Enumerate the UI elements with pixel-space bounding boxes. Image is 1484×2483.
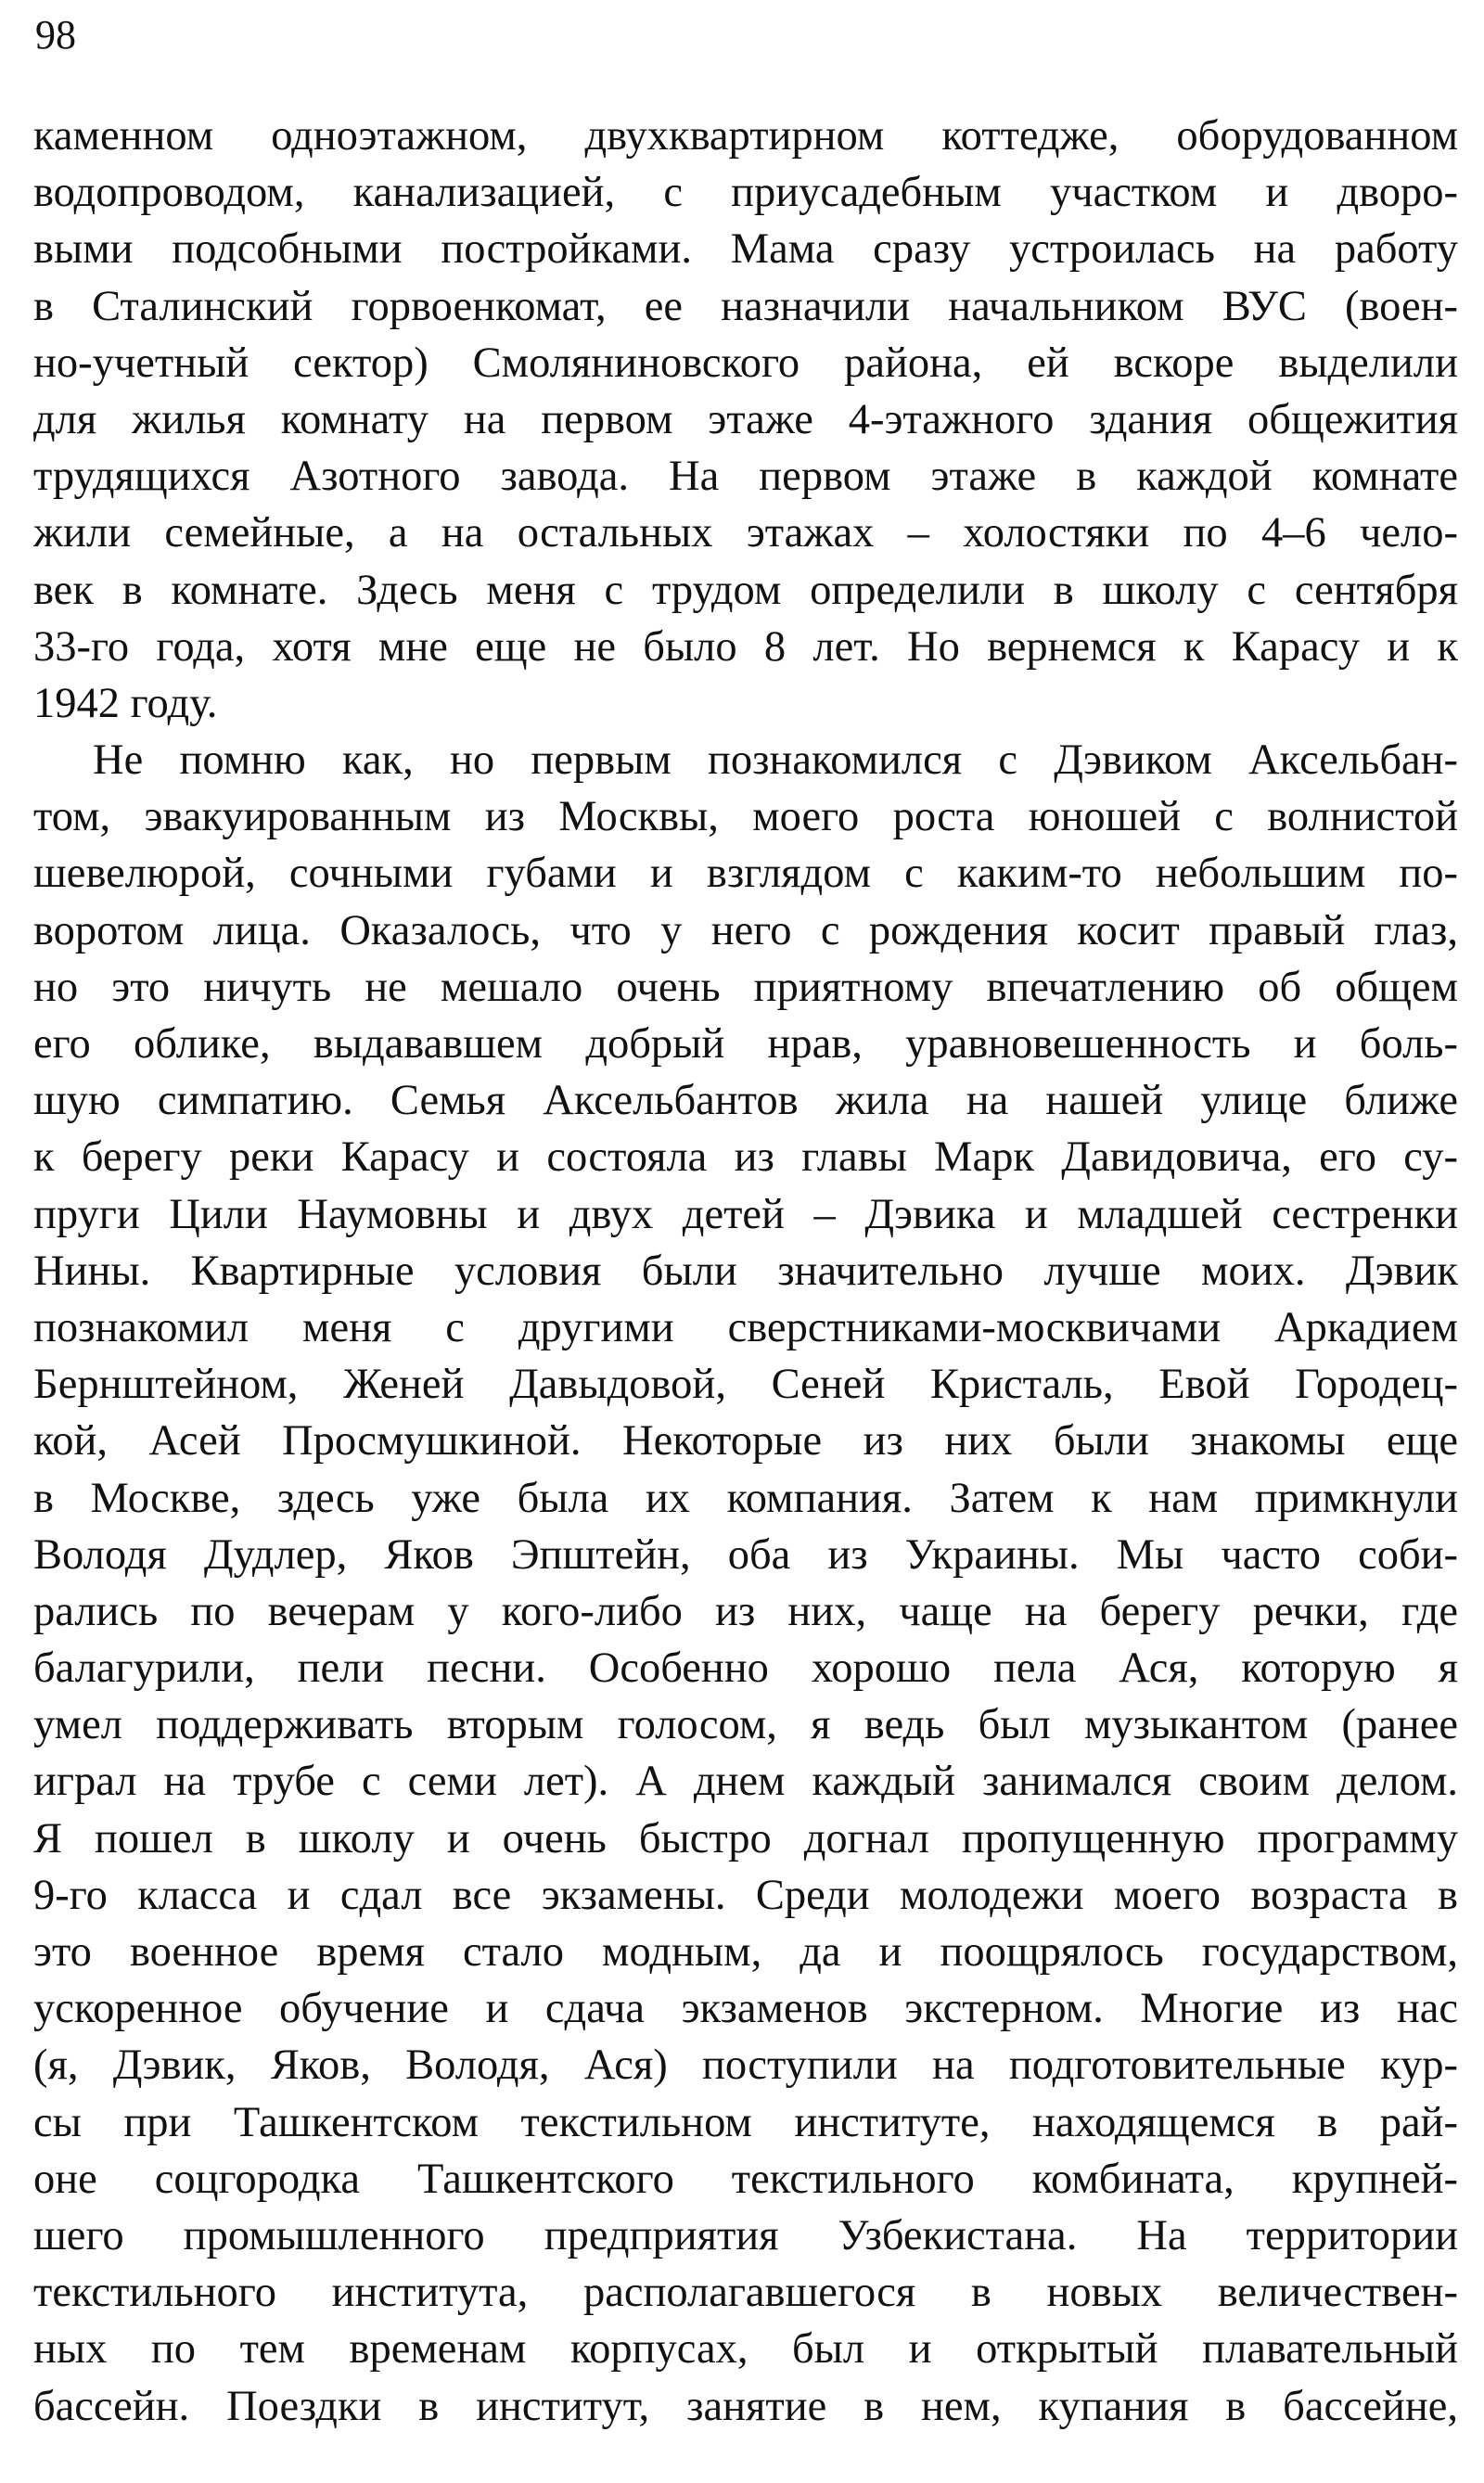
text-line: играл на трубе с семи лет). А днем каждый занимался своим делом. <box>33 1758 1458 1806</box>
text-line: (я, Дэвик, Яков, Володя, Ася) поступили на подготовительные кур- <box>33 2041 1458 2090</box>
text-line: Нины. Квартирные условия были значительно лучше моих. Дэвик <box>33 1247 1458 1295</box>
paragraph-1 <box>33 108 1458 732</box>
text-line: шую симпатию. Семья Аксельбантов жила на нашей улице ближе <box>33 1077 1458 1125</box>
text-line: оне соцгородка Ташкентского текстильного комбината, крупней- <box>33 2155 1458 2203</box>
text-line: шевелюрой, сочными губами и взглядом с каким-то небольшим по- <box>33 850 1458 898</box>
text-line: бассейн. Поездки в институт, занятие в нем, купания в бассейне, <box>33 2382 1458 2430</box>
text-line: в Москве, здесь уже была их компания. Затем к нам примкнули <box>33 1474 1458 1522</box>
paragraph-2 <box>33 732 1458 2435</box>
text-line: Бернштейном, Женей Давыдовой, Сеней Кристаль, Евой Городец- <box>33 1361 1458 1409</box>
text-line: Володя Дудлер, Яков Эпштейн, оба из Украины. Мы часто соби- <box>33 1530 1458 1579</box>
body-text <box>33 108 1458 2435</box>
text-line: ускоренное обучение и сдача экзаменов экстерном. Многие из нас <box>33 1985 1458 2033</box>
text-line: Я пошел в школу и очень быстро догнал пропущенную программу <box>33 1814 1458 1862</box>
text-line: пруги Цили Наумовны и двух детей – Дэвика и младшей сестренки <box>33 1190 1458 1238</box>
text-line: век в комнате. Здесь меня с трудом определили в школу с сентября <box>33 566 1458 614</box>
text-line: 33-го года, хотя мне еще не было 8 лет. Но вернемся к Карасу и к <box>33 622 1458 671</box>
text-line: 9-го класса и сдал все экзамены. Среди молодежи моего возраста в <box>33 1871 1458 1919</box>
text-line: том, эвакуированным из Москвы, моего роста юношей с волнистой <box>33 793 1458 841</box>
text-line: его облике, выдававшем добрый нрав, уравновешенность и боль- <box>33 1020 1458 1068</box>
text-line: балагурили, пели песни. Особенно хорошо пела Ася, которую я <box>33 1645 1458 1693</box>
text-line: познакомил меня с другими сверстниками-москвичами Аркадием <box>33 1303 1458 1351</box>
text-line: к берегу реки Карасу и состояла из главы Марк Давидовича, его су- <box>33 1133 1458 1182</box>
text-line: жили семейные, а на остальных этажах – холостяки по 4–6 чело- <box>33 509 1458 557</box>
text-line: рались по вечерам у кого-либо из них, чаще на берегу речки, где <box>33 1587 1458 1635</box>
text-line: шего промышленного предприятия Узбекистана. На территории <box>33 2211 1458 2259</box>
text-line: воротом лица. Оказалось, что у него с рождения косит правый глаз, <box>33 906 1458 954</box>
text-line: Не помню как, но первым познакомился с Дэвиком Аксельбан- <box>93 736 1458 785</box>
text-line: выми подсобными постройками. Мама сразу устроилась на работу <box>33 225 1458 274</box>
text-line: каменном одноэтажном, двухквартирном коттедже, оборудованном <box>33 112 1458 160</box>
text-line: умел поддерживать вторым голосом, я ведь был музыкантом (ранее <box>33 1701 1458 1749</box>
page-number: 98 <box>35 12 76 58</box>
text-line: но это ничуть не мешало очень приятному впечатлению об общем <box>33 963 1458 1011</box>
text-line: ных по тем временам корпусах, был и открытый плавательный <box>33 2325 1458 2374</box>
text-line: это военное время стало модным, да и поощрялось государством, <box>33 1928 1458 1976</box>
text-line: для жилья комнату на первом этаже 4-этажного здания общежития <box>33 395 1458 443</box>
text-line: водопроводом, канализацией, с приусадебным участком и дворо- <box>33 169 1458 217</box>
text-line: в Сталинский горвоенкомат, ее назначили начальником ВУС (воен- <box>33 282 1458 330</box>
text-line: сы при Ташкентском текстильном институте, находящемся в рай- <box>33 2098 1458 2146</box>
text-line: трудящихся Азотного завода. На первом этаже в каждой комнате <box>33 453 1458 501</box>
text-line: текстильного института, располагавшегося в новых величествен- <box>33 2269 1458 2317</box>
text-line: 1942 году. <box>33 679 218 727</box>
text-line: но-учетный сектор) Смоляниновского района, ей вскоре выделили <box>33 339 1458 387</box>
text-line: кой, Асей Просмушкиной. Некоторые из них были знакомы еще <box>33 1417 1458 1465</box>
